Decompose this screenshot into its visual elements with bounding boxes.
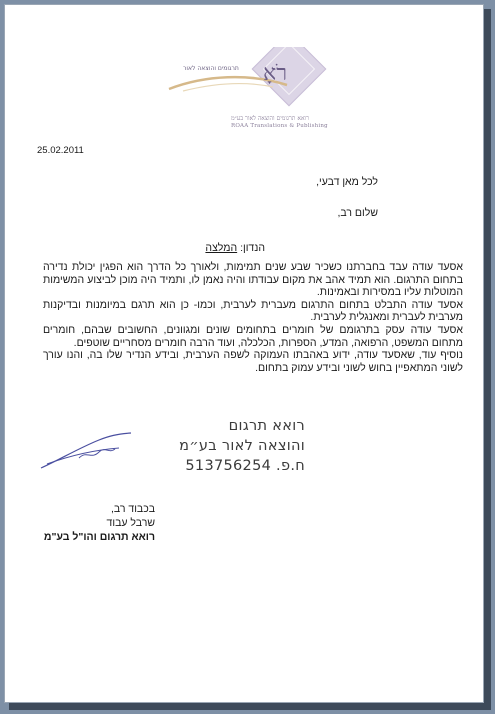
closing-text: בכבוד רב, [110,503,155,515]
stamp-line-3: ח.פ. 513756254 [185,458,305,474]
handwritten-signature [39,430,139,470]
stamp-line-2: והוצאה לאור בע״מ [179,438,305,454]
paragraph-3: אסעד עודה עסק בתרגומם של חומרים בתחומים שונים ומגוונים, החשובים שבהם, חומרים מתחום המשפט, הרפואה, המדע, הספרות, הכלכלה, ועוד הרבה חומרים מסחריים שוטפים. [43,323,463,349]
letter-date: 25.02.2011 [37,145,84,156]
subject-label: הנדון: [240,242,265,254]
letter-page [4,4,484,703]
paragraph-2: אסעד עודה התבלט בתחום התרגום מעברית לערבית, וכמו- כן הוא תרגם במיומנות ובדיקנות מערבית לעברית ומאנגלית לערבית. [43,298,463,324]
salutation: לכל מאן דבעי, [316,176,378,188]
company-stamp [179,416,305,476]
letter-body [43,261,463,374]
paragraph-4: נוסיף עוד, שאסעד עודה, ידוע באהבתו העמוקה לשפה הערבית, ובידע הנדיר שלו בה, והנו עורך לשוני המתאפיין בחוש לשוני ובידע עמוק בתחום. [43,349,463,374]
paragraph-1: אסעד עודה עבד בחברתנו כשכיר שבע שנים תמימות, ולאורך כל הדרך הוא הפגין יכולת נדירה בתחום התרגום. הוא תמיד אהב את מקום עבודתו והיה נאמן לו, ותמיד היה מוכן לביצוע המשימות המוטלות עליו במסירות ובאמינות. [43,261,463,299]
greeting: שלום רב, [337,207,378,219]
subject-line [205,242,265,254]
subject-text: המלצה [205,242,238,254]
logo-mark: רֹאָ [263,61,288,86]
signer-name: שרבל עבוד [106,517,155,529]
company-name: רואא תרגום והו"ל בע"מ [43,531,155,543]
stamp-line-1: רואא תרגום [228,418,305,434]
logo-english-name: ROAA Translations & Publishing [231,123,328,129]
closing-block [44,502,155,544]
logo-top-line: תרגומים והוצאה לאור [183,65,239,72]
logo-hebrew-name: רואא תרגומים והוצאה לאור בע״מ [231,115,310,122]
